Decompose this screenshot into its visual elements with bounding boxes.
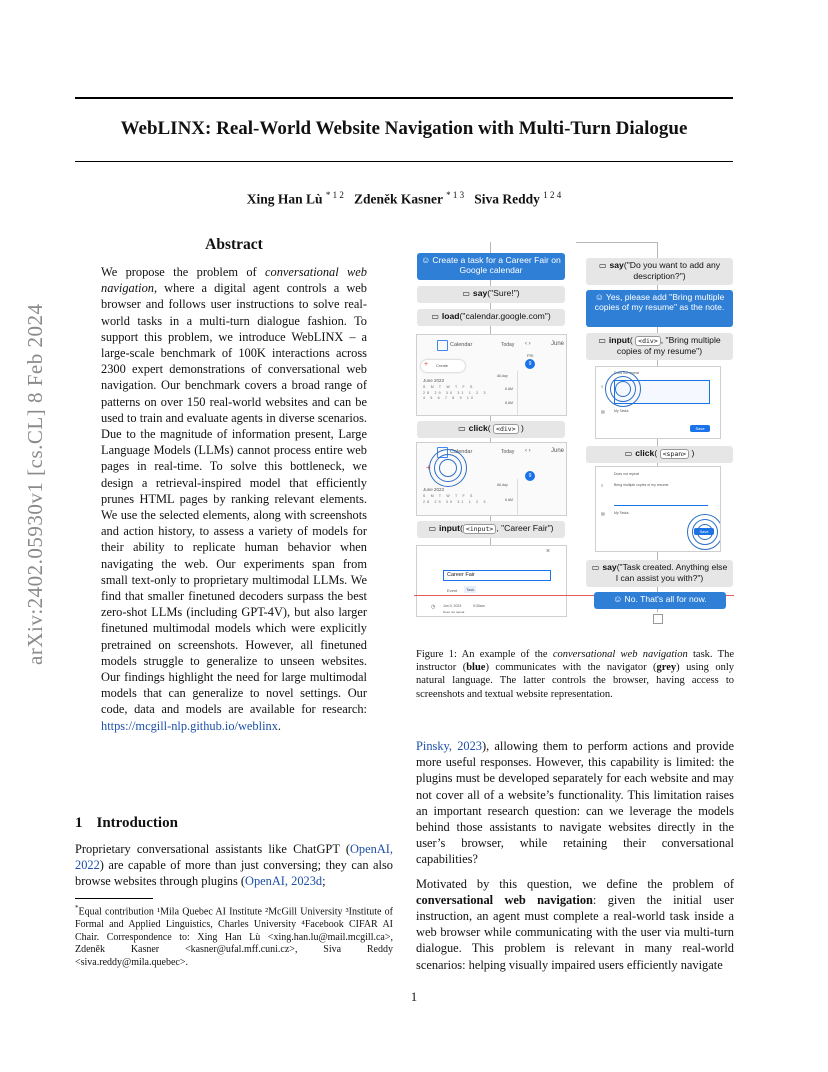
citation-link[interactable]: OpenAI, 2023d bbox=[245, 874, 323, 889]
plus-icon: + bbox=[424, 361, 429, 368]
abstract-text bbox=[101, 264, 367, 734]
citation-link[interactable]: Pinsky, 2023 bbox=[416, 739, 482, 753]
list-icon: ▤ bbox=[601, 409, 605, 414]
notes-icon: ≡ bbox=[601, 384, 604, 389]
laptop-icon: ▭ bbox=[428, 524, 437, 533]
all-day-label: All-day bbox=[497, 483, 508, 487]
click-target-ring bbox=[687, 514, 721, 550]
author-affiliation: 1 2 4 bbox=[543, 190, 562, 200]
navigator-action bbox=[586, 258, 733, 285]
repeat-label: Does not repeat bbox=[614, 472, 639, 476]
time-label: 8 AM bbox=[505, 401, 513, 405]
intro-text: Proprietary conversational assistants like ChatGPT ( bbox=[75, 842, 350, 856]
month-label: June bbox=[551, 448, 565, 454]
navigator-action: ▭ input( <div> , "Bring multiple copies of my resume") bbox=[586, 333, 733, 360]
nav-arrows-icon: ‹ › bbox=[525, 341, 531, 347]
laptop-icon: ▭ bbox=[462, 289, 470, 298]
repeat-label: Does not repeat bbox=[443, 610, 465, 614]
page-number: 1 bbox=[410, 990, 418, 1004]
instructor-text: Create a task for a Career Fair on Google calendar bbox=[432, 255, 561, 276]
project-link[interactable]: https://mcgill-nlp.github.io/weblinx bbox=[101, 718, 278, 733]
timeline-top-arc bbox=[576, 242, 658, 243]
abstract-text-part: , where a digital agent controls a web browser and follows user instructions to solve real-world tasks in a multi-turn dialogue fashion. To support this problem, we introduce WebLINX – a large-scale benchmark of 100K interactions across 2300 expert demonstrations of conversational web navigation. Our benchmark covers a broad range of patterns on over 150 real-world websites and can be used to train and evaluate agents in diverse scenarios. Due to the magnitude of information present, Large Language Models (LLMs) cannot process entire web pages in real-time. To solve this bottleneck, we design a retrieval-inspired model that efficiently prunes HTML pages by ranking relevant elements. We use the selected elements, along with screenshots and action history, to assess a variety of models for their ability to replicate human behavior when navigating the web. Our experiments span from small text-only to proprietary multimodal LLMs. We find that smaller finetuned decoders surpass the best zero-shot LLMs (including GPT-4V), but also larger finetuned multimodal models which were explicitly pretrained on screenshots. However, all finetuned models struggle to generalize to unseen websites. Our findings highlight the need for large multimodal models that can generalize to novel settings. Our code, data and models are available for research: bbox=[101, 281, 367, 717]
description-underline bbox=[614, 505, 708, 506]
citation-link[interactable]: OpenAI, 2022 bbox=[75, 842, 393, 873]
footnote-rule bbox=[75, 898, 153, 899]
task-dialog-screenshot bbox=[595, 366, 721, 439]
month-label: June bbox=[551, 341, 565, 347]
time-label: 6 AM bbox=[505, 387, 513, 391]
app-name: Calendar bbox=[450, 342, 473, 348]
weekday-label: FRI bbox=[527, 353, 534, 358]
abstract-heading: Abstract bbox=[205, 236, 263, 253]
title-bottom-rule bbox=[75, 161, 733, 162]
action-args: ("Task created. Anything else I can assist you with?") bbox=[615, 562, 728, 584]
author-name: Siva Reddy bbox=[474, 191, 540, 207]
time-label: 6 AM bbox=[505, 498, 513, 502]
navigator-action bbox=[586, 560, 733, 587]
paragraph-bold: conversational web navigation bbox=[416, 892, 593, 907]
action-args: ("Sure!") bbox=[487, 288, 520, 298]
action-name: say bbox=[609, 260, 624, 270]
navigator-action: ▭ click( <span> ) bbox=[586, 446, 733, 463]
laptop-icon: ▭ bbox=[598, 336, 606, 345]
title-field: Career Fair bbox=[443, 570, 551, 581]
section-heading bbox=[75, 815, 178, 832]
action-args: , "Career Fair") bbox=[496, 523, 554, 533]
event-dialog-screenshot bbox=[416, 545, 567, 617]
element-chip: <div> bbox=[635, 336, 661, 346]
time-value: 9:30am bbox=[473, 604, 485, 608]
action-args: , "Bring multiple copies of my resume") bbox=[616, 335, 721, 357]
action-name: click bbox=[635, 448, 655, 458]
laptop-icon: ▭ bbox=[591, 563, 600, 572]
description-value: Bring multiple copies of my resume bbox=[614, 483, 669, 487]
plus-icon: + bbox=[426, 463, 431, 472]
today-button: Today bbox=[501, 449, 515, 455]
grid-divider bbox=[517, 479, 518, 515]
task-list-label: My Tasks bbox=[614, 511, 629, 515]
paper-title: WebLINX: Real-World Website Navigation with Multi-Turn Dialogue bbox=[120, 118, 688, 139]
calendar-screenshot bbox=[416, 334, 567, 416]
action-name: say bbox=[602, 562, 617, 572]
repeat-label: Does not repeat bbox=[614, 371, 639, 375]
footnote bbox=[75, 902, 393, 969]
caption-bold: grey bbox=[656, 662, 677, 674]
paragraph-text: ), allowing them to perform actions and provide more useful responses. However, this capability is limited: the plugins must be developed separately for each website and may not cover all of a website’s functionality. This limitation raises an important research question: can we leverage the models behind those assistants to navigate websites directly in the user’s browser, while retaining their conversational capabilities? bbox=[416, 739, 734, 867]
grid-divider bbox=[517, 371, 518, 415]
instructor-text: Yes, please add "Bring multiple copies of my resume" as the note. bbox=[594, 292, 725, 313]
close-icon: × bbox=[546, 548, 551, 555]
user-face-icon: ☺ bbox=[613, 594, 623, 604]
today-button: Today bbox=[501, 342, 515, 348]
caption-bold: blue bbox=[466, 662, 486, 674]
calendar-logo-icon bbox=[437, 340, 448, 351]
laptop-icon: ▭ bbox=[458, 424, 466, 433]
instructor-text: No. That's all for now. bbox=[624, 594, 707, 604]
laptop-icon: ▭ bbox=[431, 312, 439, 321]
navigator-action bbox=[417, 286, 565, 303]
section-number: 1 bbox=[75, 815, 83, 831]
mini-calendar-grid: S M T W T F S 28 29 30 31 1 2 3 4 5 6 7 8 9 10 bbox=[423, 385, 488, 400]
clock-icon: ◷ bbox=[431, 604, 436, 610]
section-title: Introduction bbox=[96, 815, 178, 831]
figure-1 bbox=[414, 242, 734, 627]
action-name: say bbox=[472, 288, 488, 298]
mini-month: June 2023 bbox=[423, 378, 445, 383]
timeline-end-marker bbox=[653, 614, 663, 624]
action-name: input bbox=[439, 523, 461, 533]
app-name: Calendar bbox=[450, 449, 473, 455]
caption-text: Figure 1: An example of the bbox=[416, 649, 553, 660]
all-day-label: All-day bbox=[497, 374, 508, 378]
author-name: Zdeněk Kasner bbox=[354, 191, 443, 207]
task-dialog-screenshot bbox=[595, 466, 721, 552]
notes-icon: ≡ bbox=[601, 483, 604, 488]
author-list bbox=[75, 190, 733, 208]
instructor-message bbox=[417, 253, 565, 280]
action-args: ("calendar.google.com") bbox=[459, 311, 551, 321]
abstract-text-part: We propose the problem of bbox=[101, 265, 266, 279]
selected-day: 9 bbox=[525, 359, 535, 369]
paragraph-text: : given the initial user instruction, an agent must complete a real-world task inside a web browser while communicating with the user via multi-turn dialogue. This problem is relevant in many real-world scenarios: helping visually impaired users efficiently navigate bbox=[416, 892, 734, 972]
intro-paragraph bbox=[75, 841, 393, 890]
element-chip: <span> bbox=[660, 449, 689, 459]
navigator-action: ▭ click( <div> ) bbox=[417, 421, 565, 438]
mini-calendar-grid: S M T W T F S 28 29 30 31 1 2 3 bbox=[423, 494, 488, 504]
user-face-icon: ☺ bbox=[594, 292, 604, 302]
task-list-label: My Tasks bbox=[614, 409, 629, 413]
instructor-message bbox=[594, 592, 726, 609]
right-column-text bbox=[416, 738, 734, 981]
arxiv-stamp: arXiv:2402.05930v1 [cs.CL] 8 Feb 2024 bbox=[23, 303, 47, 665]
click-target-ring bbox=[429, 449, 467, 487]
paragraph-text: Motivated by this question, we define the problem of bbox=[416, 876, 734, 891]
event-tab: Event bbox=[447, 588, 458, 593]
save-button: Save bbox=[690, 425, 710, 432]
task-tab: Task bbox=[466, 587, 475, 592]
calendar-screenshot bbox=[416, 442, 567, 516]
action-name: load bbox=[441, 311, 460, 321]
navigator-action: ▭ input( <input> , "Career Fair") bbox=[417, 521, 565, 538]
list-icon: ▤ bbox=[601, 511, 605, 516]
element-chip: <div> bbox=[493, 424, 519, 434]
footnote-mark: * bbox=[75, 904, 79, 912]
element-chip: <input> bbox=[463, 524, 496, 534]
instructor-message bbox=[586, 290, 733, 327]
save-button: Save bbox=[694, 528, 714, 535]
create-button bbox=[421, 360, 465, 372]
paragraph bbox=[416, 876, 734, 973]
action-name: click bbox=[468, 423, 488, 433]
top-rule bbox=[75, 97, 733, 99]
create-label: Create bbox=[436, 363, 449, 368]
intro-text: ) are capable of more than just conversing; they can also browse websites through plugins ( bbox=[75, 858, 393, 889]
user-face-icon: ☺ bbox=[421, 255, 431, 265]
click-target-ring bbox=[605, 371, 641, 407]
caption-emphasis: conversational web navigation bbox=[552, 649, 688, 660]
laptop-icon: ▭ bbox=[624, 449, 633, 458]
paragraph bbox=[416, 738, 734, 868]
caption-text: ) using only natural language. The latter controls the browser, having access to screenshots and textual website representation. bbox=[416, 662, 734, 700]
action-name: input bbox=[608, 335, 630, 345]
selected-day: 9 bbox=[525, 471, 535, 481]
footnote-text: Equal contribution ¹Mila Quebec AI Institute ²McGill University ³Institute of Formal and Applied Linguistics, Charles University ⁴Facebook CIFAR AI Chair. Correspondence to: Xing Han Lù <xing.han.lu@mail.mcgill.ca>, Zdeněk Kasner <kasner@ufal.mff.cuni.cz>, Siva Reddy <siva.reddy@mila.quebec>. bbox=[75, 906, 393, 968]
nav-arrows-icon: ‹ › bbox=[525, 448, 531, 454]
caption-text: task. The instructor ( bbox=[416, 649, 734, 674]
caption-text: ) communicates with the navigator ( bbox=[485, 662, 657, 674]
date-label: Jun 9, 2023 bbox=[443, 604, 462, 608]
abstract-end: . bbox=[277, 718, 282, 733]
laptop-icon: ▭ bbox=[598, 261, 607, 270]
action-args: ("Do you want to add any description?") bbox=[623, 260, 721, 282]
author-affiliation: * 1 2 bbox=[325, 190, 344, 200]
navigator-action bbox=[417, 309, 565, 326]
mini-month: June 2023 bbox=[423, 487, 445, 492]
figure-caption bbox=[416, 648, 734, 701]
author-affiliation: * 1 3 bbox=[446, 190, 465, 200]
intro-text: ; bbox=[322, 874, 326, 889]
abstract-emphasis: conversational web navigation bbox=[101, 265, 368, 296]
author-name: Xing Han Lù bbox=[246, 191, 323, 207]
